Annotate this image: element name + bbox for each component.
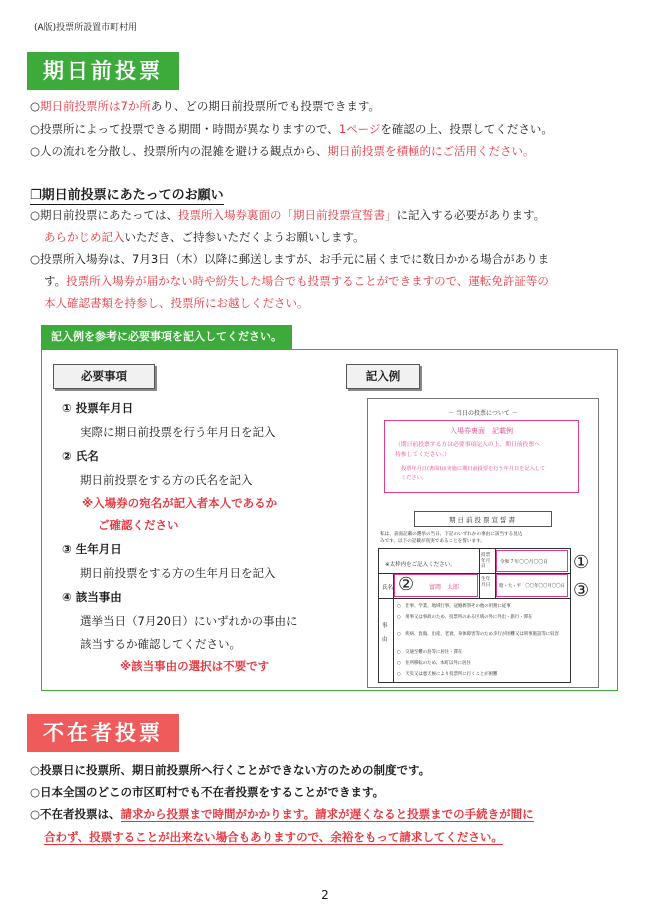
birth-field (496, 574, 568, 597)
item-2-desc: 期日前投票をする方の氏名を記入 (80, 473, 253, 487)
absentee-line-3: ○不在者投票は、請求から投票まで時間がかかります。請求が遅くなると投票までの手続きが間に (30, 807, 534, 821)
item-4-desc-2: 該当するか確認してください。 (80, 637, 241, 651)
example-box-label: 記入例を参考に必要事項を記入してください。 (41, 325, 292, 349)
early-line-3: ○人の流れを分散し、投票所内の混雑を避ける観点から、期日前投票を積極的にご活用ください。 (30, 144, 535, 158)
reason-header: 事由 (382, 623, 388, 643)
required-items-label: 必要事項 (53, 364, 155, 389)
ticket-sample-card (367, 398, 599, 688)
item-3-title: ③ 生年月日 (62, 542, 122, 556)
early-voting-banner: 期日前投票 (27, 52, 179, 90)
reason-6: ○ 天災又は悪天候により投票所に行くことが困難 (397, 672, 498, 677)
request-line-2b: す。投票所入場券が届かない時や紛失した場合でも投票することができますので、運転免許証等の (44, 274, 549, 288)
example-label: 記入例 (346, 364, 420, 389)
item-2-note-1: ※入場券の宛名が記入者本人であるか (82, 496, 278, 510)
marker-3: ③ (573, 580, 590, 601)
marker-1: ① (573, 552, 590, 573)
date-value: 令和７年〇〇月〇〇日 (500, 560, 548, 565)
request-heading: ❐期日前投票にあたってのお願い (30, 184, 224, 205)
absentee-line-4: 合わず、投票することが出来ない場合もありますので、余裕をもって請求してください。 (44, 830, 503, 844)
bold-frame-instruction: ※太枠内をご記入ください。 (385, 562, 456, 568)
pink-line-4: ください。 (401, 475, 427, 481)
pink-line-2: 持参してください。） (395, 452, 451, 458)
date-header: 投票年月日 (481, 553, 491, 569)
item-1-desc: 実際に期日前投票を行う年月日を記入 (80, 425, 276, 439)
pink-heading: 入場券裏面 記載例 (450, 427, 513, 435)
name-header: 氏名 (382, 585, 394, 591)
request-line-2: ○投票所入場券は、7月3日（木）以降に郵送しますが、お手元に届くまでに数日かかる場合がありま (30, 252, 550, 266)
declaration-small-1: 私は、表面記載の選挙の当日、下記のいずれかの事由に該当する見込 (380, 532, 523, 537)
edition-label: (A版)投票所設置市町村用 (34, 23, 138, 33)
declaration-small-2: みです。以下の記載が真実であることを誓います。 (380, 539, 485, 544)
reason-2: ○ 用事又は事故のため、投票所のある区域の外に外出・旅行・滞在 (397, 615, 533, 620)
item-2-note-2: ご確認ください (98, 518, 179, 532)
item-3-desc: 期日前投票をする方の生年月日を記入 (80, 566, 276, 580)
reason-3: ○ 疾病、負傷、出産、老衰、身体障害等のため歩行が困難又は刑事施設等に収容 (397, 632, 559, 637)
item-4-title: ④ 該当事由 (62, 590, 122, 604)
birth-value: 昭・大・平 〇〇年〇〇月〇〇日 (499, 584, 565, 589)
reason-5: ○ 住所移転のため、本町以外に居住 (397, 661, 471, 666)
name-value: 富岡 太郎 (429, 584, 460, 591)
card-top-label: － 当日の投票について － (448, 410, 518, 417)
marker-2: ② (398, 574, 415, 595)
declaration-title-box (414, 511, 552, 527)
reason-4: ○ 交通至難の島等に居住・滞在 (397, 650, 463, 655)
birth-header: 生年月日 (481, 577, 491, 588)
page-number: 2 (321, 888, 329, 902)
pink-line-3: 投票年月日(書面)は実施に期日前投票を行う年月日を記入して (401, 466, 546, 472)
item-1-title: ① 投票年月日 (62, 401, 134, 415)
pink-line-1: （期日前投票する方は必要事項記入の上、期日前投票へ (395, 442, 540, 448)
reason-1: ○ 仕事、学業、地域行事、冠婚葬祭その他の用務に従事 (397, 604, 511, 609)
early-line-2: ○投票所によって投票できる期間・時間が異なりますので、1ページを確認の上、投票してください。 (30, 122, 553, 136)
pink-notice (384, 420, 579, 493)
item-4-desc-1: 選挙当日（7月20日）にいずれかの事由に (80, 614, 298, 628)
declaration-title: 期日前投票宣誓書 (449, 516, 517, 524)
item-2-title: ② 氏名 (62, 449, 99, 463)
request-line-1: ○期日前投票にあたっては、投票所入場券裏面の「期日前投票宣誓書」に記入する必要があります。 (30, 208, 546, 222)
declaration-table (378, 548, 571, 683)
date-field (496, 550, 568, 572)
absentee-line-2: ○日本全国のどこの市区町村でも不在者投票をすることができます。 (30, 785, 385, 799)
absentee-voting-banner: 不在者投票 (27, 714, 179, 752)
early-line-1: ○期日前投票所は7か所あり、どの期日前投票所でも投票できます。 (30, 99, 380, 113)
request-line-1b: あらかじめ記入いただき、ご持参いただくようお願いします。 (44, 230, 365, 244)
absentee-line-1: ○投票日に投票所、期日前投票所へ行くことができない方のための制度です。 (30, 763, 431, 777)
request-line-2c: 本人確認書類を持参し、投票所にお越しください。 (44, 296, 309, 310)
item-4-note: ※該当事由の選択は不要です (120, 659, 270, 673)
